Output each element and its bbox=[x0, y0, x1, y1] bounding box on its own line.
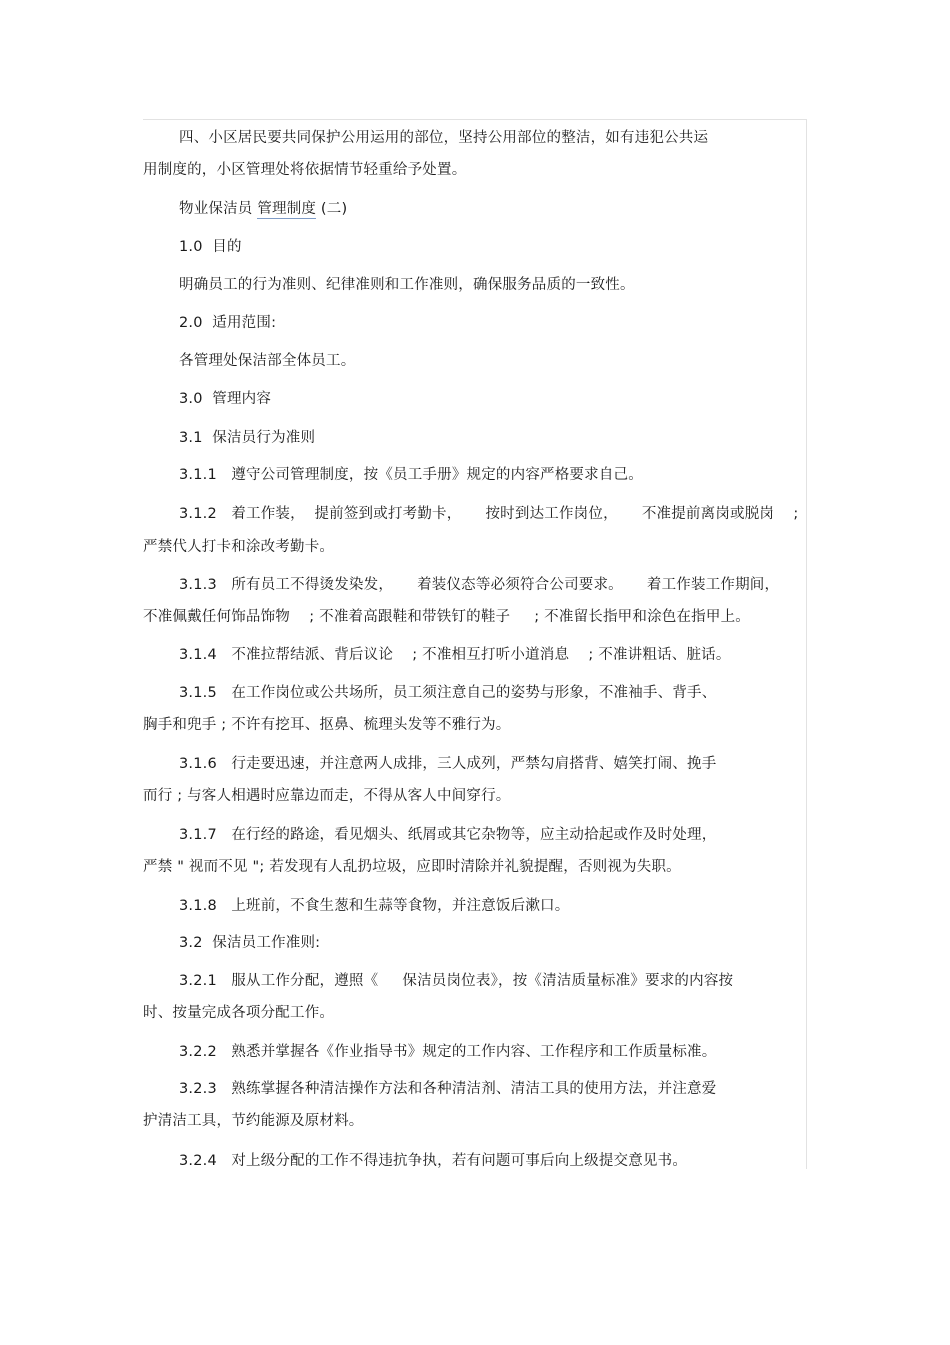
item-3-1-1: 3.1.1 遵守公司管理制度，按《员工手册》规定的内容严格要求自己。 bbox=[179, 467, 643, 483]
heading-3-2: 3.2 保洁员工作准则: bbox=[179, 935, 321, 951]
paragraph-4-line-2: 用制度的，小区管理处将依据情节轻重给予处置。 bbox=[143, 162, 467, 178]
item-3-1-3-line-1: 3.1.3 所有员工不得烫发染发， 着装仪态等必须符合公司要求。 着工作装工作期间， bbox=[179, 577, 780, 593]
item-3-1-8: 3.1.8 上班前，不食生葱和生蒜等食物，并注意饭后漱口。 bbox=[179, 898, 570, 914]
item-3-1-2-line-1: 3.1.2 着工作装， 提前签到或打考勤卡， 按时到达工作岗位， 不准提前离岗或脱岗 ; bbox=[179, 506, 799, 522]
item-3-1-6-line-1: 3.1.6 行走要迅速，并注意两人成排，三人成列，严禁勾肩搭背、嬉笑打闹、挽手 bbox=[179, 756, 717, 772]
paragraph-4-line-1: 四、小区居民要共同保护公用运用的部位，坚持公用部位的整洁，如有违犯公共运 bbox=[179, 130, 709, 146]
heading-3-0: 3.0 管理内容 bbox=[179, 391, 272, 407]
heading-1-0: 1.0 目的 bbox=[179, 239, 242, 255]
item-3-1-2-line-2: 严禁代人打卡和涂改考勤卡。 bbox=[143, 539, 335, 555]
item-3-1-6-line-2: 而行 ; 与客人相遇时应靠边而走，不得从客人中间穿行。 bbox=[143, 788, 511, 804]
item-3-1-7-line-1: 3.1.7 在行经的路途，看见烟头、纸屑或其它杂物等，应主动拾起或作及时处理， bbox=[179, 827, 717, 843]
purpose-text: 明确员工的行为准则、纪律准则和工作准则，确保服务品质的一致性。 bbox=[179, 277, 635, 293]
scope-text: 各管理处保洁部全体员工。 bbox=[179, 353, 356, 369]
heading-3-1: 3.1 保洁员行为准则 bbox=[179, 430, 316, 446]
item-3-2-4: 3.2.4 对上级分配的工作不得违抗争执，若有问题可事后向上级提交意见书。 bbox=[179, 1153, 688, 1169]
heading-suffix: (二) bbox=[316, 201, 348, 217]
management-rules-link[interactable]: 管理制度 bbox=[257, 201, 317, 217]
item-3-1-5-line-1: 3.1.5 在工作岗位或公共场所，员工须注意自己的姿势与形象，不准袖手、背手、 bbox=[179, 685, 717, 701]
item-3-2-3-line-1: 3.2.3 熟练掌握各种清洁操作方法和各种清洁剂、清洁工具的使用方法，并注意爱 bbox=[179, 1081, 717, 1097]
item-3-1-3-line-2: 不准佩戴任何饰品饰物 ; 不准着高跟鞋和带铁钉的鞋子 ; 不准留长指甲和涂色在指甲上。 bbox=[143, 609, 750, 625]
item-3-1-7-line-2: 严禁 " 视而不见 "; 若发现有人乱扔垃圾，应即时清除并礼貌提醒，否则视为失职。 bbox=[143, 859, 681, 875]
section-heading bbox=[179, 199, 347, 219]
heading-prefix: 物业保洁员 bbox=[179, 201, 258, 217]
item-3-1-4: 3.1.4 不准拉帮结派、背后议论 ; 不准相互打听小道消息 ; 不准讲粗话、脏话。 bbox=[179, 647, 731, 663]
item-3-2-3-line-2: 护清洁工具，节约能源及原材料。 bbox=[143, 1113, 364, 1129]
heading-2-0: 2.0 适用范围: bbox=[179, 315, 277, 331]
item-3-2-2: 3.2.2 熟悉并掌握各《作业指导书》规定的工作内容、工作程序和工作质量标准。 bbox=[179, 1044, 717, 1060]
item-3-2-1-line-2: 时、按量完成各项分配工作。 bbox=[143, 1005, 335, 1021]
item-3-2-1-line-1: 3.2.1 服从工作分配，遵照《 保洁员岗位表》，按《清洁质量标准》要求的内容按 bbox=[179, 973, 734, 989]
item-3-1-5-line-2: 胸手和兜手 ; 不许有挖耳、抠鼻、梳理头发等不雅行为。 bbox=[143, 717, 511, 733]
